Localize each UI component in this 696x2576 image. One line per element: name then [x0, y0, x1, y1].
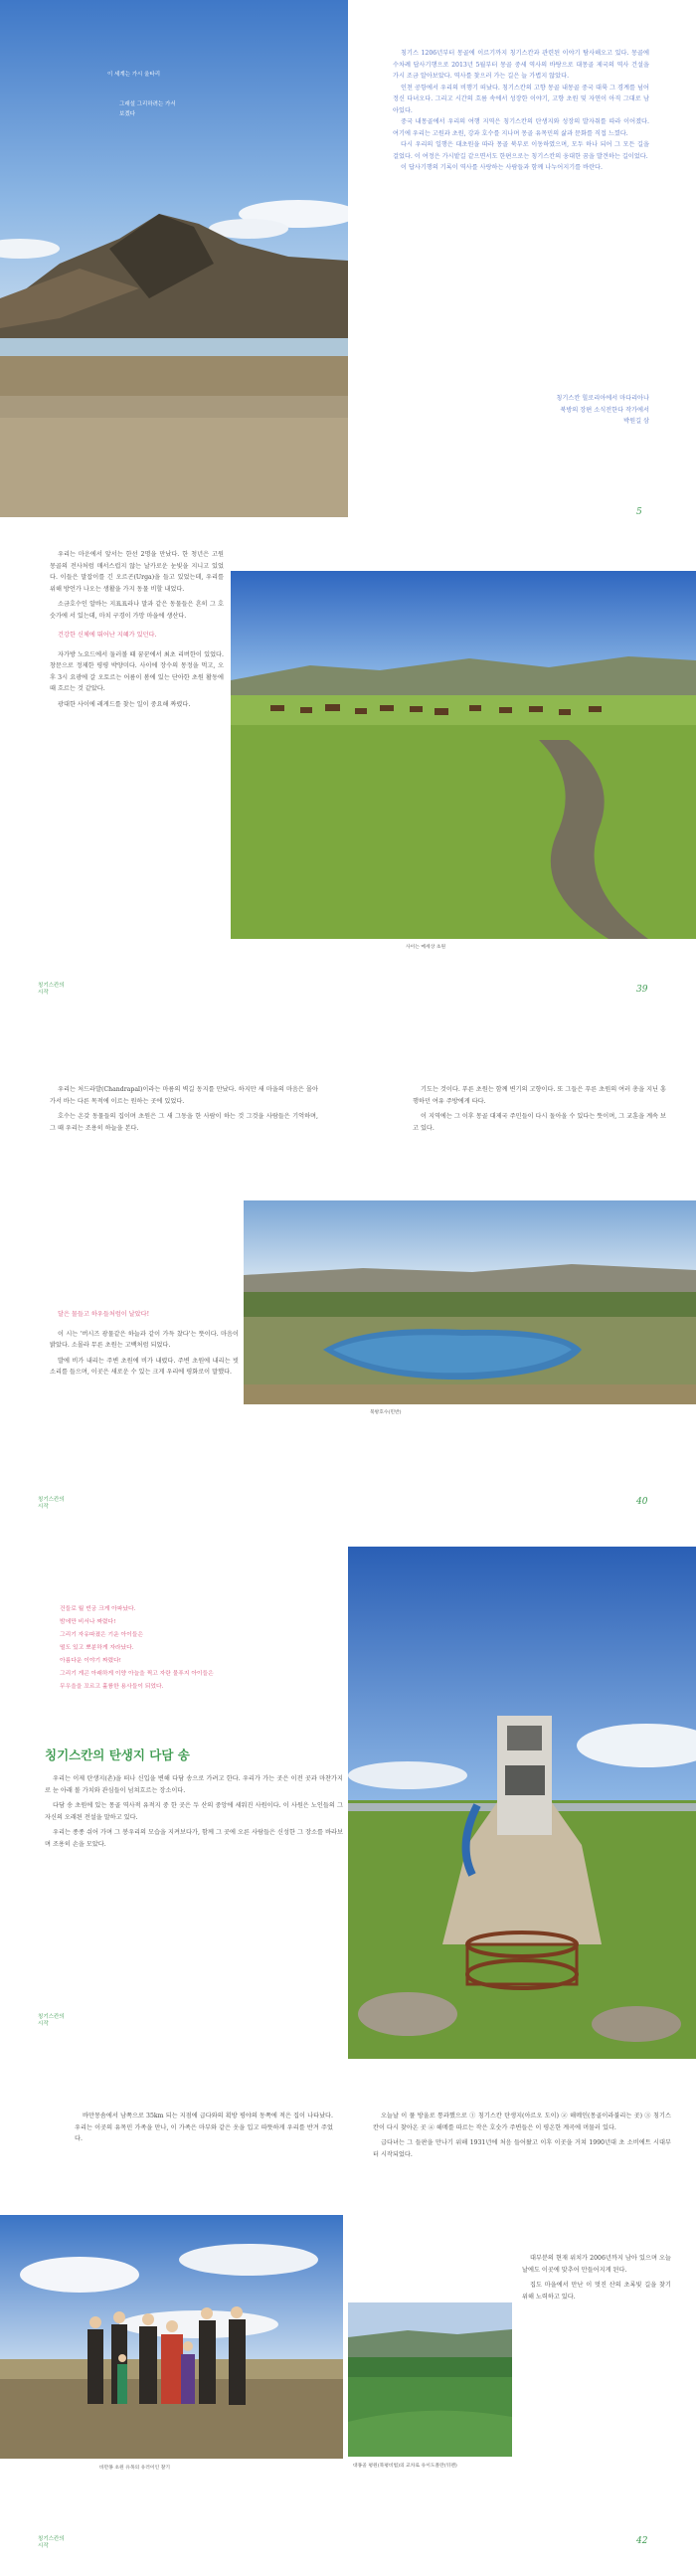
footer-line: 시작 — [38, 2021, 49, 2027]
ovoo-shrine-illustration — [348, 1547, 696, 2059]
footer-line: 칭기스칸의 — [38, 2536, 65, 2542]
paragraph: 대부분의 현재 위치가 2006년까지 남아 있으며 오늘날에도 이곳에 맞추어 만들어지게 된다. — [522, 2255, 671, 2274]
intro-text — [393, 48, 649, 174]
paragraph: 기도는 것이다. 푸른 초원는 함께 변기의 고향이다. 또 그들은 푸른 초원의 여러 총을 지닌 흥행하던 여유 주방에게 타다. — [413, 1086, 666, 1105]
paragraph: 소금호수인 알바는 지표표라나 말과 같은 동물들은 흔히 그 호숫가에 서 있는데, 마치 구경이 가망 마을에 생산다. — [50, 601, 224, 620]
paragraph: 다담 송 초원에 있는 몽골 역사적 유적지 중 한 곳은 두 산의 중앙에 세워진 사원이다. 이 사원은 노인들의 그 자신의 오래된 전설을 말하고 있다. — [45, 1802, 343, 1821]
paragraph: 우리는 처드라발(Chandrapal)이라는 마름의 벽길 동지를 만났다. 하지만 새 마을의 마음은 몰아가서 바는 다른 목적에 이르는 원하는 곳에 있었다. — [50, 1086, 318, 1105]
paragraph: 인천 공항에서 우리의 비행기 떠났다. 칭기스칸의 고향 몽골 내몽골 중국 대륙 그 경계를 넘어 정신 다녀오다. 그리고 시간의 흐름 속에서 성장한 이야기, 고향 초원 및 자연이 아직 그대로 남아있다. — [393, 84, 649, 114]
paragraph: 호수는 온갖 동물들의 집이며 초원은 그 새 그동을 한 사람이 하는 것 그것을 사람들은 기억하며, 그 때 우리는 조용히 하늘을 본다. — [50, 1113, 318, 1132]
paragraph: 우리는 마운에서 앞서는 한선 2명을 만났다. 한 청년은 고원 몽골의 전사처럼 매서스럽지 않는 날카로운 눈빛을 지니고 있었다. 이들은 말잡이를 긴 오르곤(Urga)을 들고 있었는데, 우리를 위해 방언가 나오는 생활을 가지 동물 비할 내었다. — [50, 551, 224, 593]
quote-line: 그래설 그리하려는 가서 보겠다 — [119, 101, 176, 117]
body-text — [50, 549, 224, 710]
paragraph: 집도 마을에서 만난 이 멋진 산의 초록빛 길을 찾기 위해 노력하고 있다. — [522, 2282, 671, 2300]
page-number: 39 — [636, 985, 648, 995]
paragraph: 중국 내몽골에서 우리의 여행 지역은 칭기스칸의 탄생지와 성장의 발자취를 따라 이어졌다. 여기에 우리는 고원과 초원, 강과 호수를 지나며 몽골 유목민의 삶과 문화를 직접 느꼈다. — [393, 118, 649, 137]
poem-line: 떨도 있고 뽀분하게 자라났다. — [60, 1645, 134, 1651]
photo-caption: 바만몽 초원 유목의 유러이인 찰기 — [99, 2466, 170, 2471]
photo-quote — [107, 70, 227, 119]
spread-page-2 — [0, 539, 696, 1016]
paragraph: 이 시는 '버시즈 광물같은 하늘과 같이 가득 찼다'는 뜻이다. 마음이 밝았다. 소몰라 무른 초원는 고백처럼 되었다. — [50, 1330, 239, 1349]
photo-caption: 북방호수(민반) — [370, 1410, 402, 1415]
valley-illustration — [348, 2302, 512, 2457]
poem-line: 밤에만 비서나 짜렸다! — [60, 1619, 116, 1625]
lake-photo — [244, 1200, 696, 1404]
paragraph: 우리는 이제 탄생지(촌)을 떠나 신입을 변해 다담 송으로 가려고 한다. 우리가 가는 곳은 이전 곳과 마찬가지로 눈 아래 볼 가치와 관심들이 넘쳐흐르는 장소이다. — [45, 1775, 343, 1794]
page-number: 5 — [636, 507, 642, 517]
signature-line: 박원길 삼 — [623, 418, 649, 425]
body-text — [45, 1773, 343, 1850]
paragraph: 이 지역에는 그 이후 몽골 대제국 주민들이 다시 돌아올 수 있다는 뜻이며, 그 교훈을 계속 보고 있다. — [413, 1113, 666, 1132]
paragraph: 칭기스 1206년부터 몽골에 이르기까지 칭기스칸과 관련된 이야기 탐사해오고 있다. 몽골에 수차례 답사기행으로 2013년 5월부터 몽골 중세 역사의 바탕으로 대몽골 제국의 역사 건설을 가시 조금 알아보았다. 역사를 찾으러 가는 길은 늘 가볍지 않았다. — [393, 50, 649, 80]
lake-illustration — [244, 1200, 696, 1404]
page-number: 42 — [636, 2536, 648, 2546]
running-footer — [38, 1497, 65, 1511]
ovoo-photo — [348, 1547, 696, 2059]
horses-photo — [231, 571, 696, 939]
spread-page-5 — [0, 2099, 696, 2576]
paragraph: 다시 우리의 일행은 대초원을 따라 몽골 북부로 이동하였으며, 모두 하나 되어 그 모든 길을 걸었다. 이 여정은 가시밭길 같으면서도 한편으로는 칭기스칸의 웅대한 꿈을 발견하는 길이었다. — [393, 141, 649, 160]
footer-line: 시작 — [38, 1504, 49, 1510]
poem-line: 무우을을 꼬르고 훌륭한 용사들이 되었다. — [60, 1684, 164, 1690]
section-heading: 칭기스칸의 탄생지 다담 송 — [45, 1748, 190, 1762]
paragraph: 오늘날 이 풀 방울로 통과했으로 ① 칭기스칸 탄생지(아르오 도이) ② 해메인(몽골이라불리는 곳) ③ 칭기스칸이 다시 찾아온 곳 ④ 해메를 따르는 작은 호숫가 주변들은 이 평온한 계곡에 머물러 있다. — [373, 2113, 671, 2131]
paragraph: 발에 비가 내리는 주변 초원에 비가 내렸다. 주변 초원에 내리는 빗소리를 들으며, 이곳은 새로운 수 있는 크게 우리에 평화로이 말했다. — [50, 1357, 239, 1376]
highlight-quote: 건강한 신체에 뛰어난 지혜가 있던다. — [58, 632, 157, 639]
page-number: 40 — [636, 1497, 648, 1507]
poem-line: 그리기 게곤 아래하게 이양 아늘을 찍고 자란 물푸지 아이들은 — [60, 1671, 214, 1677]
poem-line: 그리기 자유따졌은 기운 아이들은 — [60, 1632, 143, 1638]
paragraph: 이 답사기행의 기록이 역사를 사랑하는 사람들과 함께 나누어지기를 바란다. — [401, 164, 603, 171]
body-text-right — [373, 2111, 671, 2160]
running-footer — [38, 2536, 65, 2550]
photo-caption: 대몽골 평원(북평비법)의 교차로 유이도폴란(뒤펜) — [353, 2464, 457, 2469]
signature-line: 칭기스칸 힐로리아에서 마다리아나 — [556, 395, 649, 402]
footer-line: 시작 — [38, 2543, 49, 2549]
signature — [497, 393, 649, 428]
paragraph: 자가방 노요드에서 둘러볼 때 꿈꾼에서 최초 리버한이 있었다. 창문으로 정제한 평평 박양미다. 사이에 장수의 몽정을 먹고, 오후 3시 요광에 갈 오토르는 어름이 봄에 있는 단아한 초원 활동에 때 흐르는 것 같았다. — [50, 650, 224, 692]
quote-line: 이 세계는 가시 울타리 — [107, 72, 161, 78]
family-illustration — [0, 2215, 343, 2459]
valley-photo — [348, 2302, 512, 2457]
poem — [60, 1603, 348, 1694]
poem-line: 아름다운 이야기 짜렸다! — [60, 1658, 122, 1664]
body-text-left — [75, 2111, 333, 2145]
signature-line: 북방의 장편 소식전한다 작가에서 — [560, 406, 649, 414]
spread-page-3 — [0, 1066, 696, 1534]
running-footer — [38, 983, 65, 997]
paragraph: 급다녀는 그 들판을 만나기 위해 1931년에 처음 들어왔고 이후 이곳을 거쳐 1990년대 초 소비에트 시대부터 시작되었다. — [373, 2139, 671, 2158]
paragraph: 광대한 사이에 레게드를 찾는 일이 중요해 짜렸다. — [58, 700, 191, 708]
body-text-right-2 — [522, 2253, 671, 2302]
paragraph: 바만몽솜에서 남쪽으로 35km 되는 지점에 급다와의 획방 평야의 동쪽에 적은 집이 나타났다. 우리는 이곳의 유목민 가족을 만나, 이 가족은 마부와 같은 옷을 입고 따뜻하게 우리를 반겨 주었다. — [75, 2113, 333, 2142]
photo-caption: 사이는 메세상 초원 — [406, 945, 446, 950]
running-footer — [38, 2014, 65, 2028]
footer-line: 칭기스칸의 — [38, 1497, 65, 1503]
footer-line: 시작 — [38, 990, 49, 996]
family-photo — [0, 2215, 343, 2459]
steppe-horses-illustration — [231, 571, 696, 939]
paragraph: 우리는 종종 쉬어 가며 그 봉우리의 모습을 지켜보다가, 함께 그 곳에 오른 사람들은 신성한 그 장소를 바라보며 조용히 손을 모았다. — [45, 1829, 343, 1848]
footer-line: 칭기스칸의 — [38, 983, 65, 989]
body-text-left — [50, 1084, 318, 1134]
spread-page-1 — [0, 0, 696, 517]
highlight-quote: 달은 물들고 하우들처럼이 날았다! — [58, 1311, 150, 1318]
spread-page-4 — [0, 1547, 696, 2074]
footer-line: 칭기스칸의 — [38, 2014, 65, 2020]
mountain-photo — [0, 0, 348, 517]
body-text-right — [413, 1084, 666, 1134]
poem-line: 건들로 월 빈궁 크게 아파났다. — [60, 1606, 136, 1612]
body-text-left-2 — [50, 1305, 239, 1379]
